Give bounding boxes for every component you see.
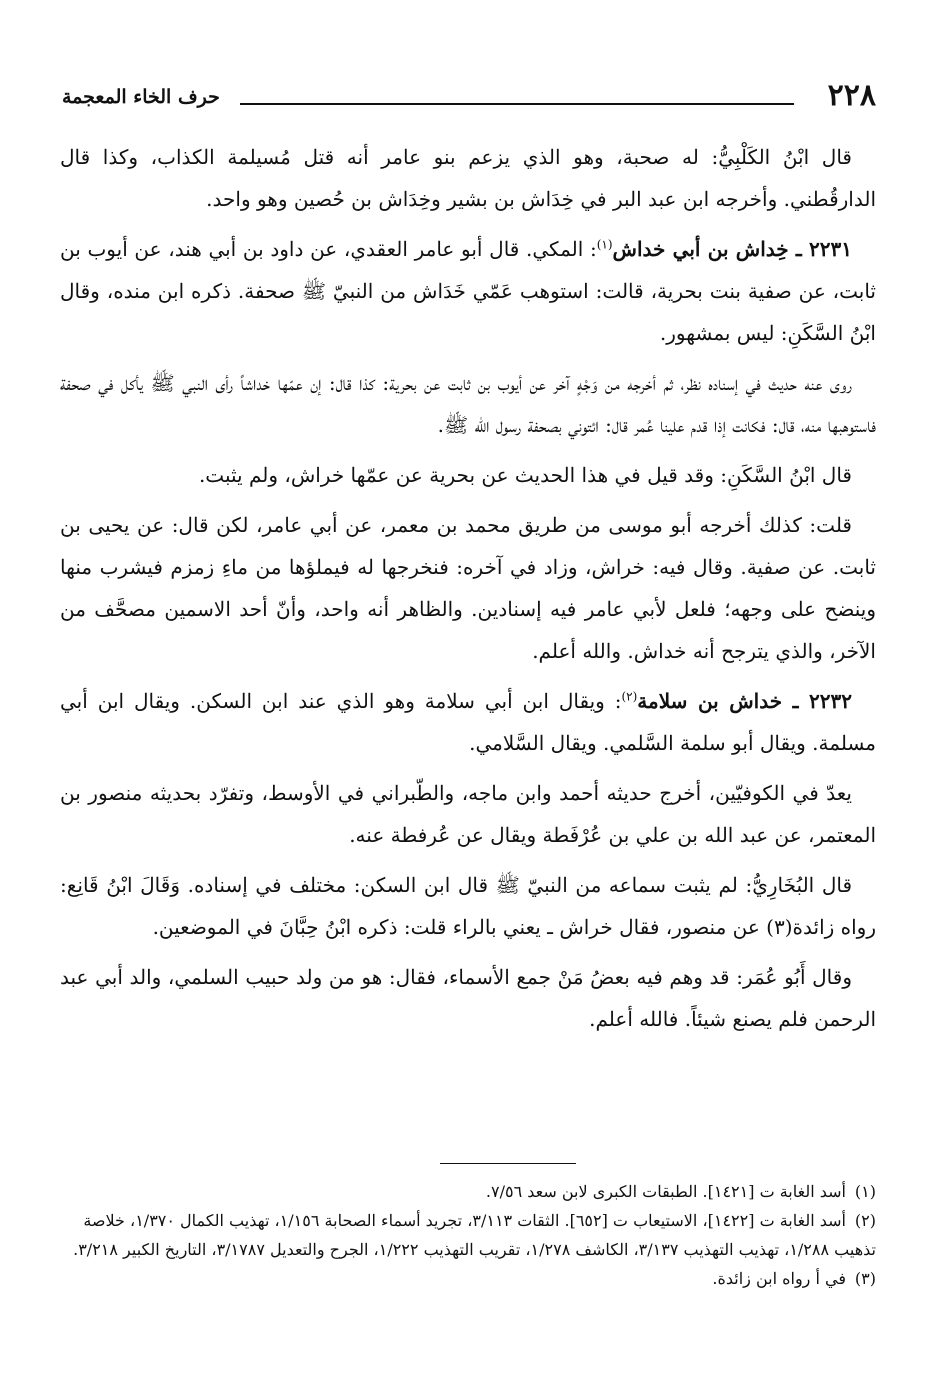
entry-2232-text: : ويقال ابن أبي سلامة وهو الذي عند ابن السكن. ويقال ابن أبي مسلمة. ويقال أبو سلمة السَّلمي. ويقال السَّلامي. — [60, 689, 876, 755]
running-title: حرف الخاء المعجمة — [62, 86, 220, 108]
paragraph-ibn-sakan: قال ابْنُ السَّكَنِ: وقد قيل في هذا الحديث عن بحرية عن عمّها خراش، ولم يثبت. — [198, 463, 852, 487]
paragraph-kufiyyin: يعدّ في الكوفيّين، أخرج حديثه أحمد وابن ماجه، والطّبراني في الأوسط، وتفرّد بحديثه منصور بن المعتمر، عن عبد الله بن علي بن عُرْفَطة ويقال عن عُرفطة عنه. — [60, 781, 876, 847]
header-rule — [240, 103, 794, 105]
entry-2232-heading: ٢٢٣٢ ـ خداش بن سلامة — [637, 689, 852, 713]
paragraph-abu-umar: وقال أَبُو عُمَر: قد وهم فيه بعضُ مَنْ جمع الأسماء، فقال: هو من ولد حبيب السلمي، والد أبي عبد الرحمن فلم يصنع شيئاً. فالله أعلم. — [60, 965, 876, 1031]
footnote-1 — [60, 1177, 876, 1206]
footnote-3-text: في أ رواه ابن زائدة. — [712, 1269, 846, 1288]
footnote-1-number: (١) — [854, 1182, 876, 1201]
paragraph-kalbi: قال ابْنُ الكَلْبِيُّ: له صحبة، وهو الذي يزعم بنو عامر أنه قتل مُسيلمة الكذاب، وكذا قال الدارقُطني. وأخرجه ابن عبد البر في خِدَاش بن بشير وخِدَاش بن حُصين وهو واحد. — [60, 145, 876, 211]
entry-2231-heading: ٢٢٣١ ـ خِداش بن أبي خداش — [612, 237, 852, 261]
footnote-ref-2: (٢) — [621, 689, 638, 704]
entry-2231-text: : المكي. قال أبو عامر العقدي، عن داود بن أبي هند، عن أيوب بن ثابت، عن صفية بنت بحرية، قالت: استوهب عَمّي خَدَاش من النبيّ ﷺ صحفة. ذكره ابن منده، وقال ابْنُ السَّكَنِ: ليس بمشهور. — [60, 237, 876, 345]
page-number: ٢٢٨ — [827, 78, 876, 113]
paragraph-bukhari: قال البُخَارِيُّ: لم يثبت سماعه من النبيّ ﷺ قال ابن السكن: مختلف في إسناده. وَقَالَ ابْنُ قَانِع: رواه زائدة(٣) عن منصور، فقال خراش ـ يعني بالراء قلت: ذكره ابْنُ حِبَّانَ في الموضعين. — [60, 873, 876, 939]
footnote-2-text: أسد الغابة ت [١٤٢٢]، الاستيعاب ت [٦٥٢]. الثقات ٣/١١٣، تجريد أسماء الصحابة ١/١٥٦، تهذيب الكمال ١/٣٧٠، خلاصة تذهيب ١/٢٨٨، تهذيب التهذيب ٣/١٣٧، الكاشف ١/٢٧٨، تقريب التهذيب ١/٢٢٢، الجرح والتعديل ٣/١٧٨٧، التاريخ الكبير ٣/٢١٨. — [73, 1211, 876, 1259]
footnote-2 — [60, 1206, 876, 1264]
main-text — [60, 136, 876, 1040]
footnote-rule — [440, 1163, 576, 1164]
paragraph-riwaya: روى عنه حديث في إسناده نظر، ثم أخرجه من وَجْهٍ آخر عن أيوب بن ثابت عن بحرية: كذا قال: إن عمّها خداشاً رأى النبي ﷺ يأكل في صحفة فاستوهبها منه، قال: فكانت إذا قدم علينا عُمر قال: ائتوني بصحفة رسول الله ﷺ. — [60, 371, 876, 437]
entry-2232 — [60, 680, 876, 764]
footnote-3 — [60, 1264, 876, 1293]
footnote-1-text: أسد الغابة ت [١٤٢١]. الطبقات الكبرى لابن سعد ٧/٥٦. — [485, 1182, 846, 1201]
entry-2231 — [60, 228, 876, 354]
footnotes — [60, 1177, 876, 1293]
footnote-2-number: (٢) — [854, 1211, 876, 1230]
paragraph-qultu: قلت: كذلك أخرجه أبو موسى من طريق محمد بن معمر، عن أبي عامر، لكن قال: عن يحيى بن ثابت. عن صفية. وقال فيه: خراش، وزاد في آخره: فنخرجها له فيملؤها من ماءِ زمزم فيشرب منها وينضح على وجهه؛ فلعل لأبي عامر فيه إسنادين. والظاهر أنه واحد، وأنّ أحد الاسمين مصحَّف من الآخر، والذي يترجح أنه خداش. والله أعلم. — [60, 513, 876, 663]
footnote-3-number: (٣) — [854, 1269, 876, 1288]
footnote-ref-1: (١) — [596, 237, 613, 252]
page-header — [62, 78, 876, 118]
